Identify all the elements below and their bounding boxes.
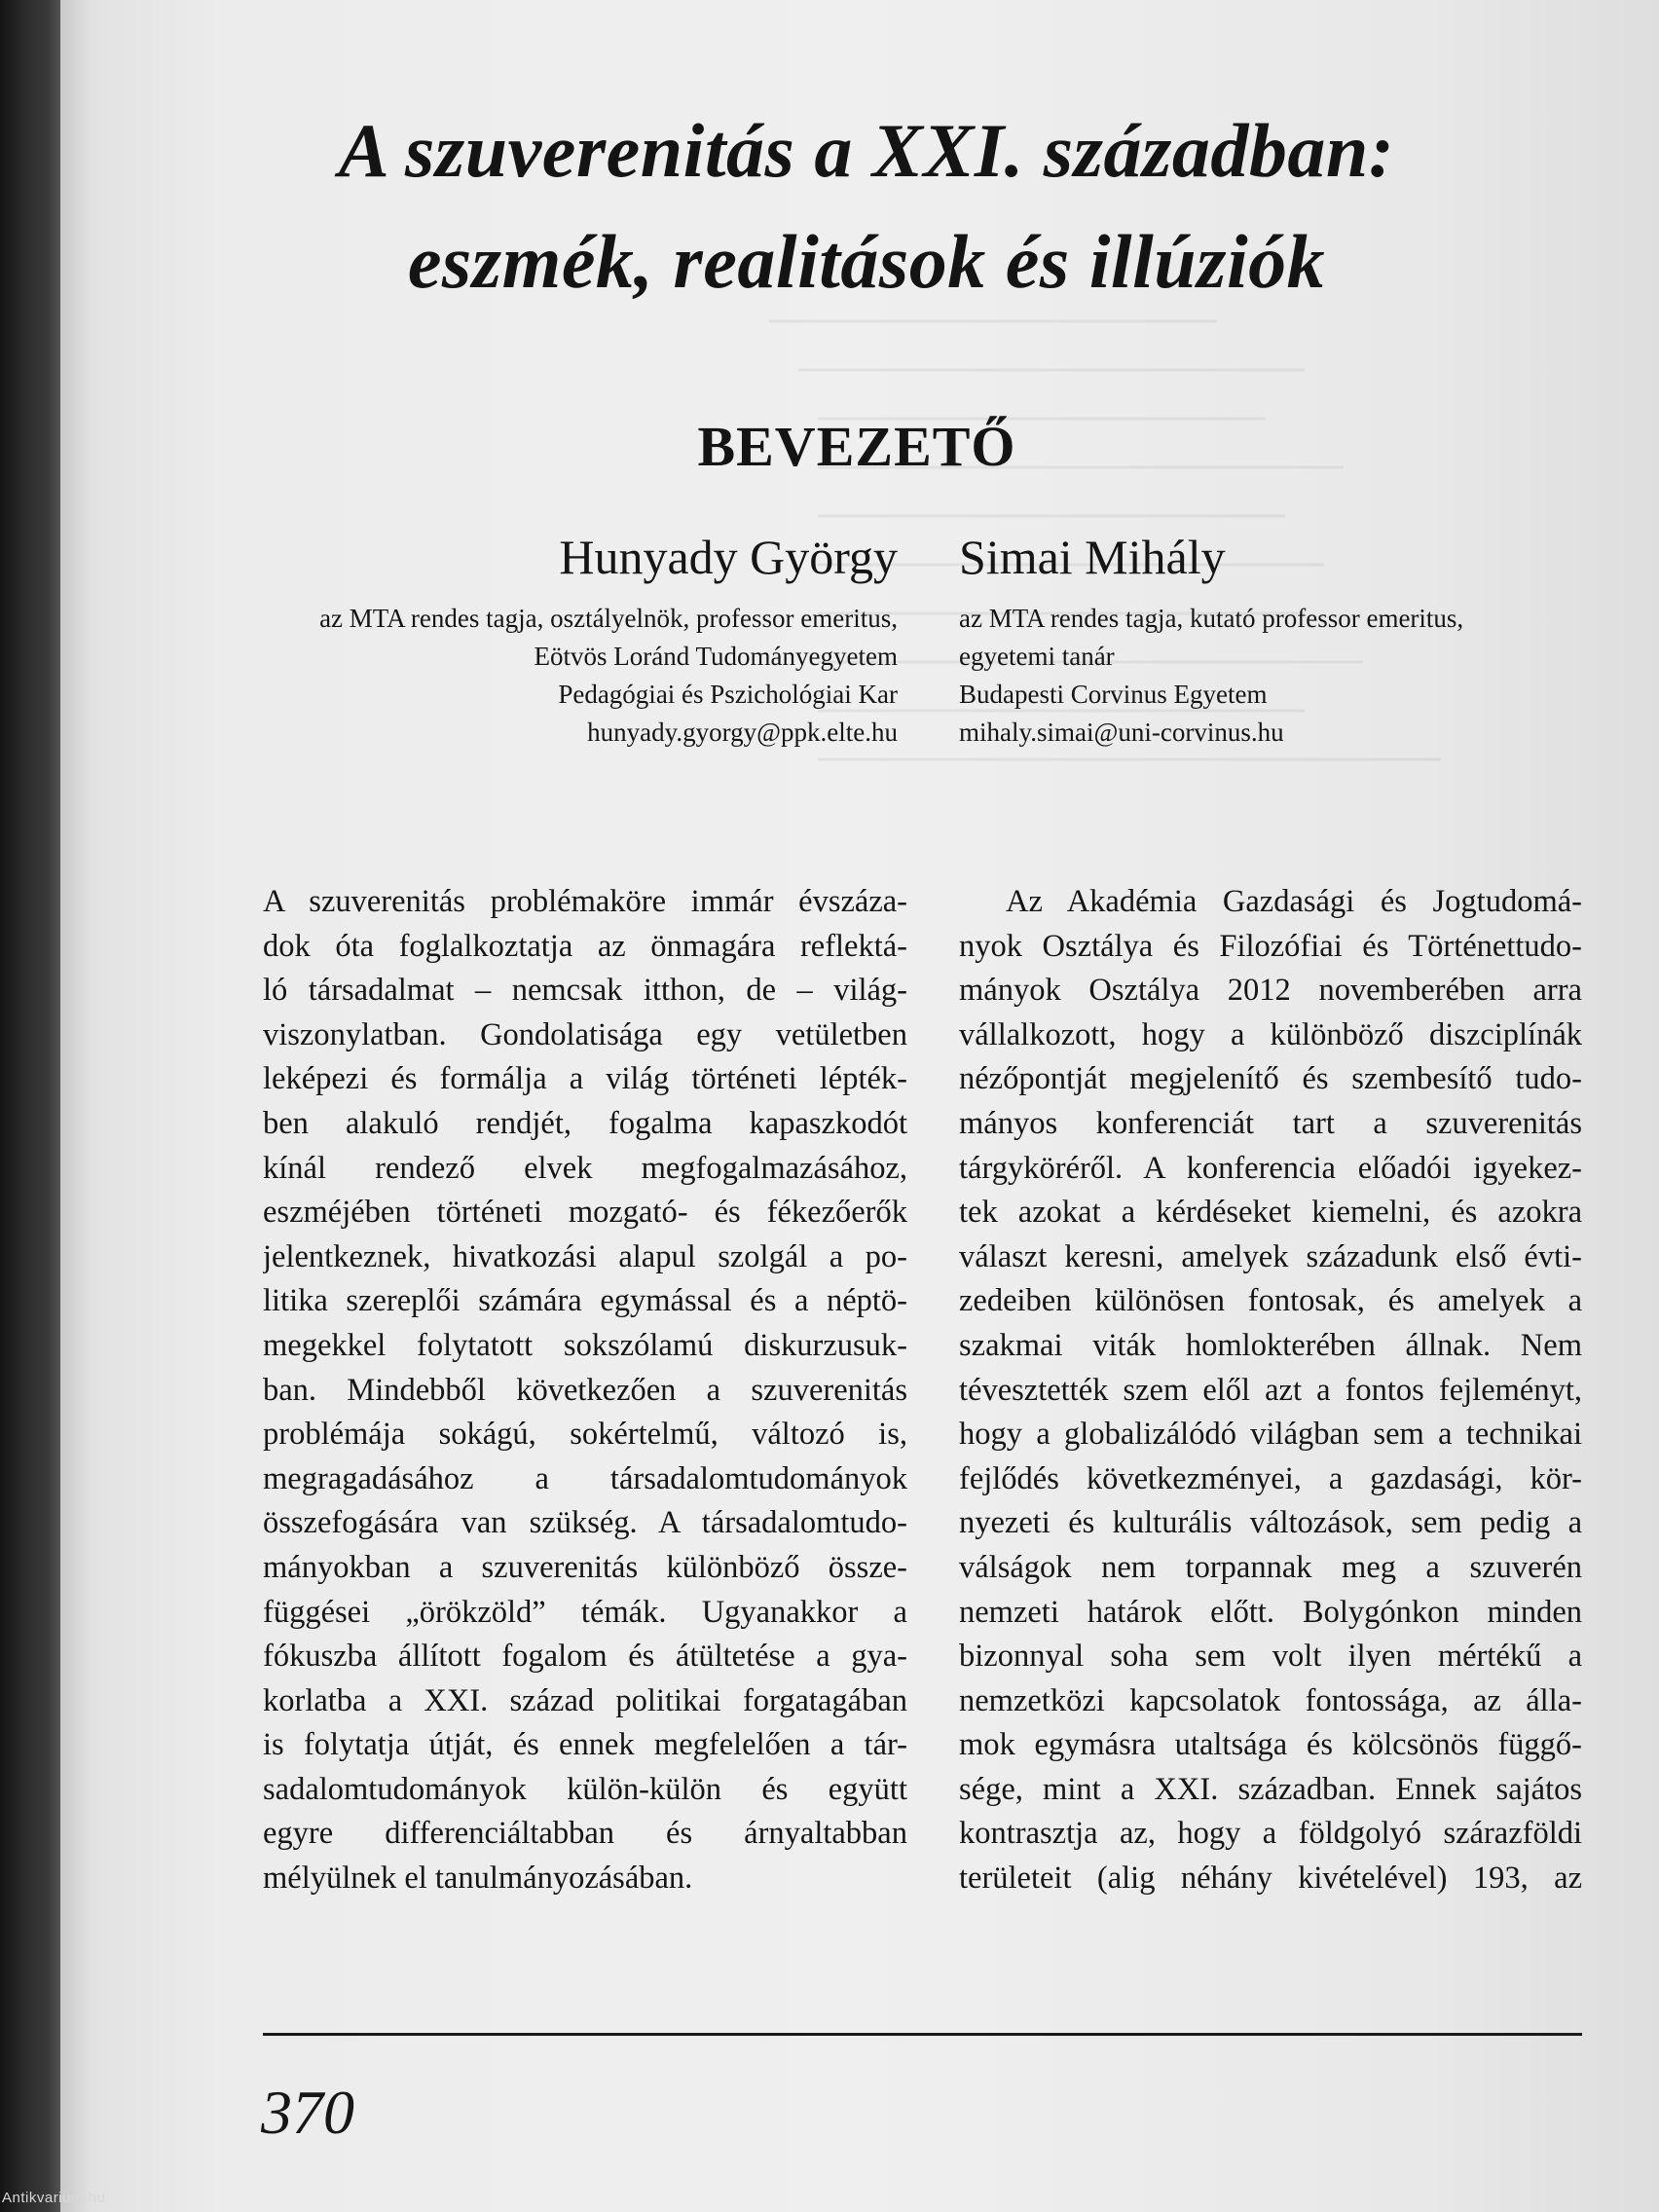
author-affiliation-line: az MTA rendes tagja, kutató professor emeritus,	[959, 604, 1464, 633]
author-affiliation-line: Budapesti Corvinus Egyetem	[959, 680, 1268, 709]
body-line: Az Akadémia Gazdasági és Jogtudomá-	[1006, 884, 1582, 919]
body-line: mélyülnek el tanulmányozásában.	[263, 1861, 693, 1897]
body-line: fejlődés következményei, a gazdasági, kör-	[959, 1460, 1582, 1496]
body-line: problémája sokágú, sokértelmű, változó is,	[263, 1417, 907, 1453]
title-line-2: eszmék, realitások és illúziók	[407, 219, 1326, 304]
body-line: bizonnyal soha sem volt ilyen mértékű a	[959, 1639, 1582, 1675]
section-heading: BEVEZETŐ	[697, 415, 1016, 478]
body-line: eszméjében történeti mozgató- és fékezőerők	[263, 1195, 907, 1231]
body-line: nézőpontját megjelenítő és szembesítő tudo-	[959, 1061, 1582, 1097]
body-line: megekkel folytatott sokszólamú diskurzusuk-	[263, 1327, 907, 1363]
body-line: tévesztették szem elől azt a fontos fejleményt,	[959, 1372, 1582, 1408]
body-line: kontrasztja az, hogy a földgolyó szárazföldi	[959, 1816, 1582, 1852]
body-line: viszonylatban. Gondolatisága egy vetületben	[263, 1016, 907, 1052]
body-line: tárgyköréről. A konferencia előadói igyekez-	[959, 1150, 1582, 1186]
body-line: sége, mint a XXI. században. Ennek sajátos	[959, 1771, 1582, 1807]
body-line: mányos konferenciát tart a szuverenitás	[959, 1105, 1582, 1141]
title-line-1: A szuverenitás a XXI. században:	[338, 108, 1395, 193]
body-line: nemzetközi kapcsolatok fontossága, az álla-	[959, 1682, 1582, 1718]
body-line: vállalkozott, hogy a különböző diszciplínák	[959, 1016, 1582, 1052]
author-block-hunyady	[158, 526, 898, 752]
article-title	[175, 95, 1558, 317]
body-line: területeit (alig néhány kivételével) 193, az	[959, 1861, 1582, 1897]
body-line: dok óta foglalkoztatja az önmagára reflektá-	[263, 928, 907, 964]
body-line: függései „örökzöld” témák. Ugyanakkor a	[263, 1594, 907, 1630]
body-line: szakmai viták homlokterében állnak. Nem	[959, 1327, 1582, 1363]
author-affiliation-line: Pedagógiai és Pszichológiai Kar	[558, 680, 898, 709]
body-column-right	[959, 880, 1582, 1901]
body-line: fókuszba állított fogalom és átültetése a gya-	[263, 1639, 907, 1675]
body-line: ban. Mindebből következően a szuverenitás	[263, 1372, 907, 1408]
body-line: zedeiben különösen fontosak, és amelyek a	[959, 1283, 1582, 1319]
body-line: is folytatja útját, és ennek megfelelően a tár-	[263, 1727, 907, 1763]
body-line: mányok Osztálya 2012 novemberében arra	[959, 973, 1582, 1009]
body-line: nyezeti és kulturális változások, sem pedig a	[959, 1505, 1582, 1541]
author-email: hunyady.gyorgy@ppk.elte.hu	[587, 718, 898, 747]
body-line: egyre differenciáltabban és árnyaltabban	[263, 1816, 907, 1852]
author-name: Hunyady György	[559, 530, 898, 584]
book-binding	[0, 0, 64, 2212]
body-line: tek azokat a kérdéseket kiemelni, és azokra	[959, 1195, 1582, 1231]
body-line: jelentkeznek, hivatkozási alapul szolgál a po-	[263, 1238, 907, 1274]
body-line: sadalomtudományok külön-külön és együtt	[263, 1771, 907, 1807]
watermark: Antikvarium.hu	[2, 2190, 106, 2206]
body-line: kínál rendező elvek megfogalmazásához,	[263, 1150, 907, 1186]
body-line: mok egymásra utaltsága és kölcsönös függő-	[959, 1727, 1582, 1763]
body-line: mányokban a szuverenitás különböző össze-	[263, 1549, 907, 1585]
body-column-left	[263, 880, 907, 1901]
body-line: nyok Osztálya és Filozófiai és Történettudo-	[959, 928, 1582, 964]
author-name: Simai Mihály	[959, 530, 1226, 584]
body-line: A szuverenitás problémaköre immár évszáza-	[263, 884, 907, 919]
body-line: válságok nem torpannak meg a szuverén	[959, 1549, 1582, 1585]
body-line: választ keresni, amelyek századunk első évti-	[959, 1238, 1582, 1274]
author-affiliation-line: az MTA rendes tagja, osztályelnök, professor emeritus,	[319, 604, 898, 633]
author-affiliation-line: Eötvös Loránd Tudományegyetem	[534, 642, 898, 671]
body-line: litika szereplői számára egymással és a néptö-	[263, 1283, 907, 1319]
body-line: ben alakuló rendjét, fogalma kapaszkodót	[263, 1105, 907, 1141]
footer-rule	[263, 2033, 1582, 2036]
page-number: 370	[261, 2078, 354, 2147]
body-line: megragadásához a társadalomtudományok	[263, 1460, 907, 1496]
author-affiliation-line: egyetemi tanár	[959, 642, 1115, 671]
author-block-simai	[959, 526, 1641, 752]
body-line: korlatba a XXI. század politikai forgatagában	[263, 1682, 907, 1718]
body-line: nemzeti határok előtt. Bolygónkon minden	[959, 1594, 1582, 1630]
body-line: hogy a globalizálódó világban sem a technikai	[959, 1417, 1582, 1453]
author-email: mihaly.simai@uni-corvinus.hu	[959, 718, 1284, 747]
body-line: összefogására van szükség. A társadalomtudo-	[263, 1505, 907, 1541]
body-line: ló társadalmat – nemcsak itthon, de – világ-	[263, 973, 907, 1009]
body-line: leképezi és formálja a világ történeti lépték-	[263, 1061, 907, 1097]
